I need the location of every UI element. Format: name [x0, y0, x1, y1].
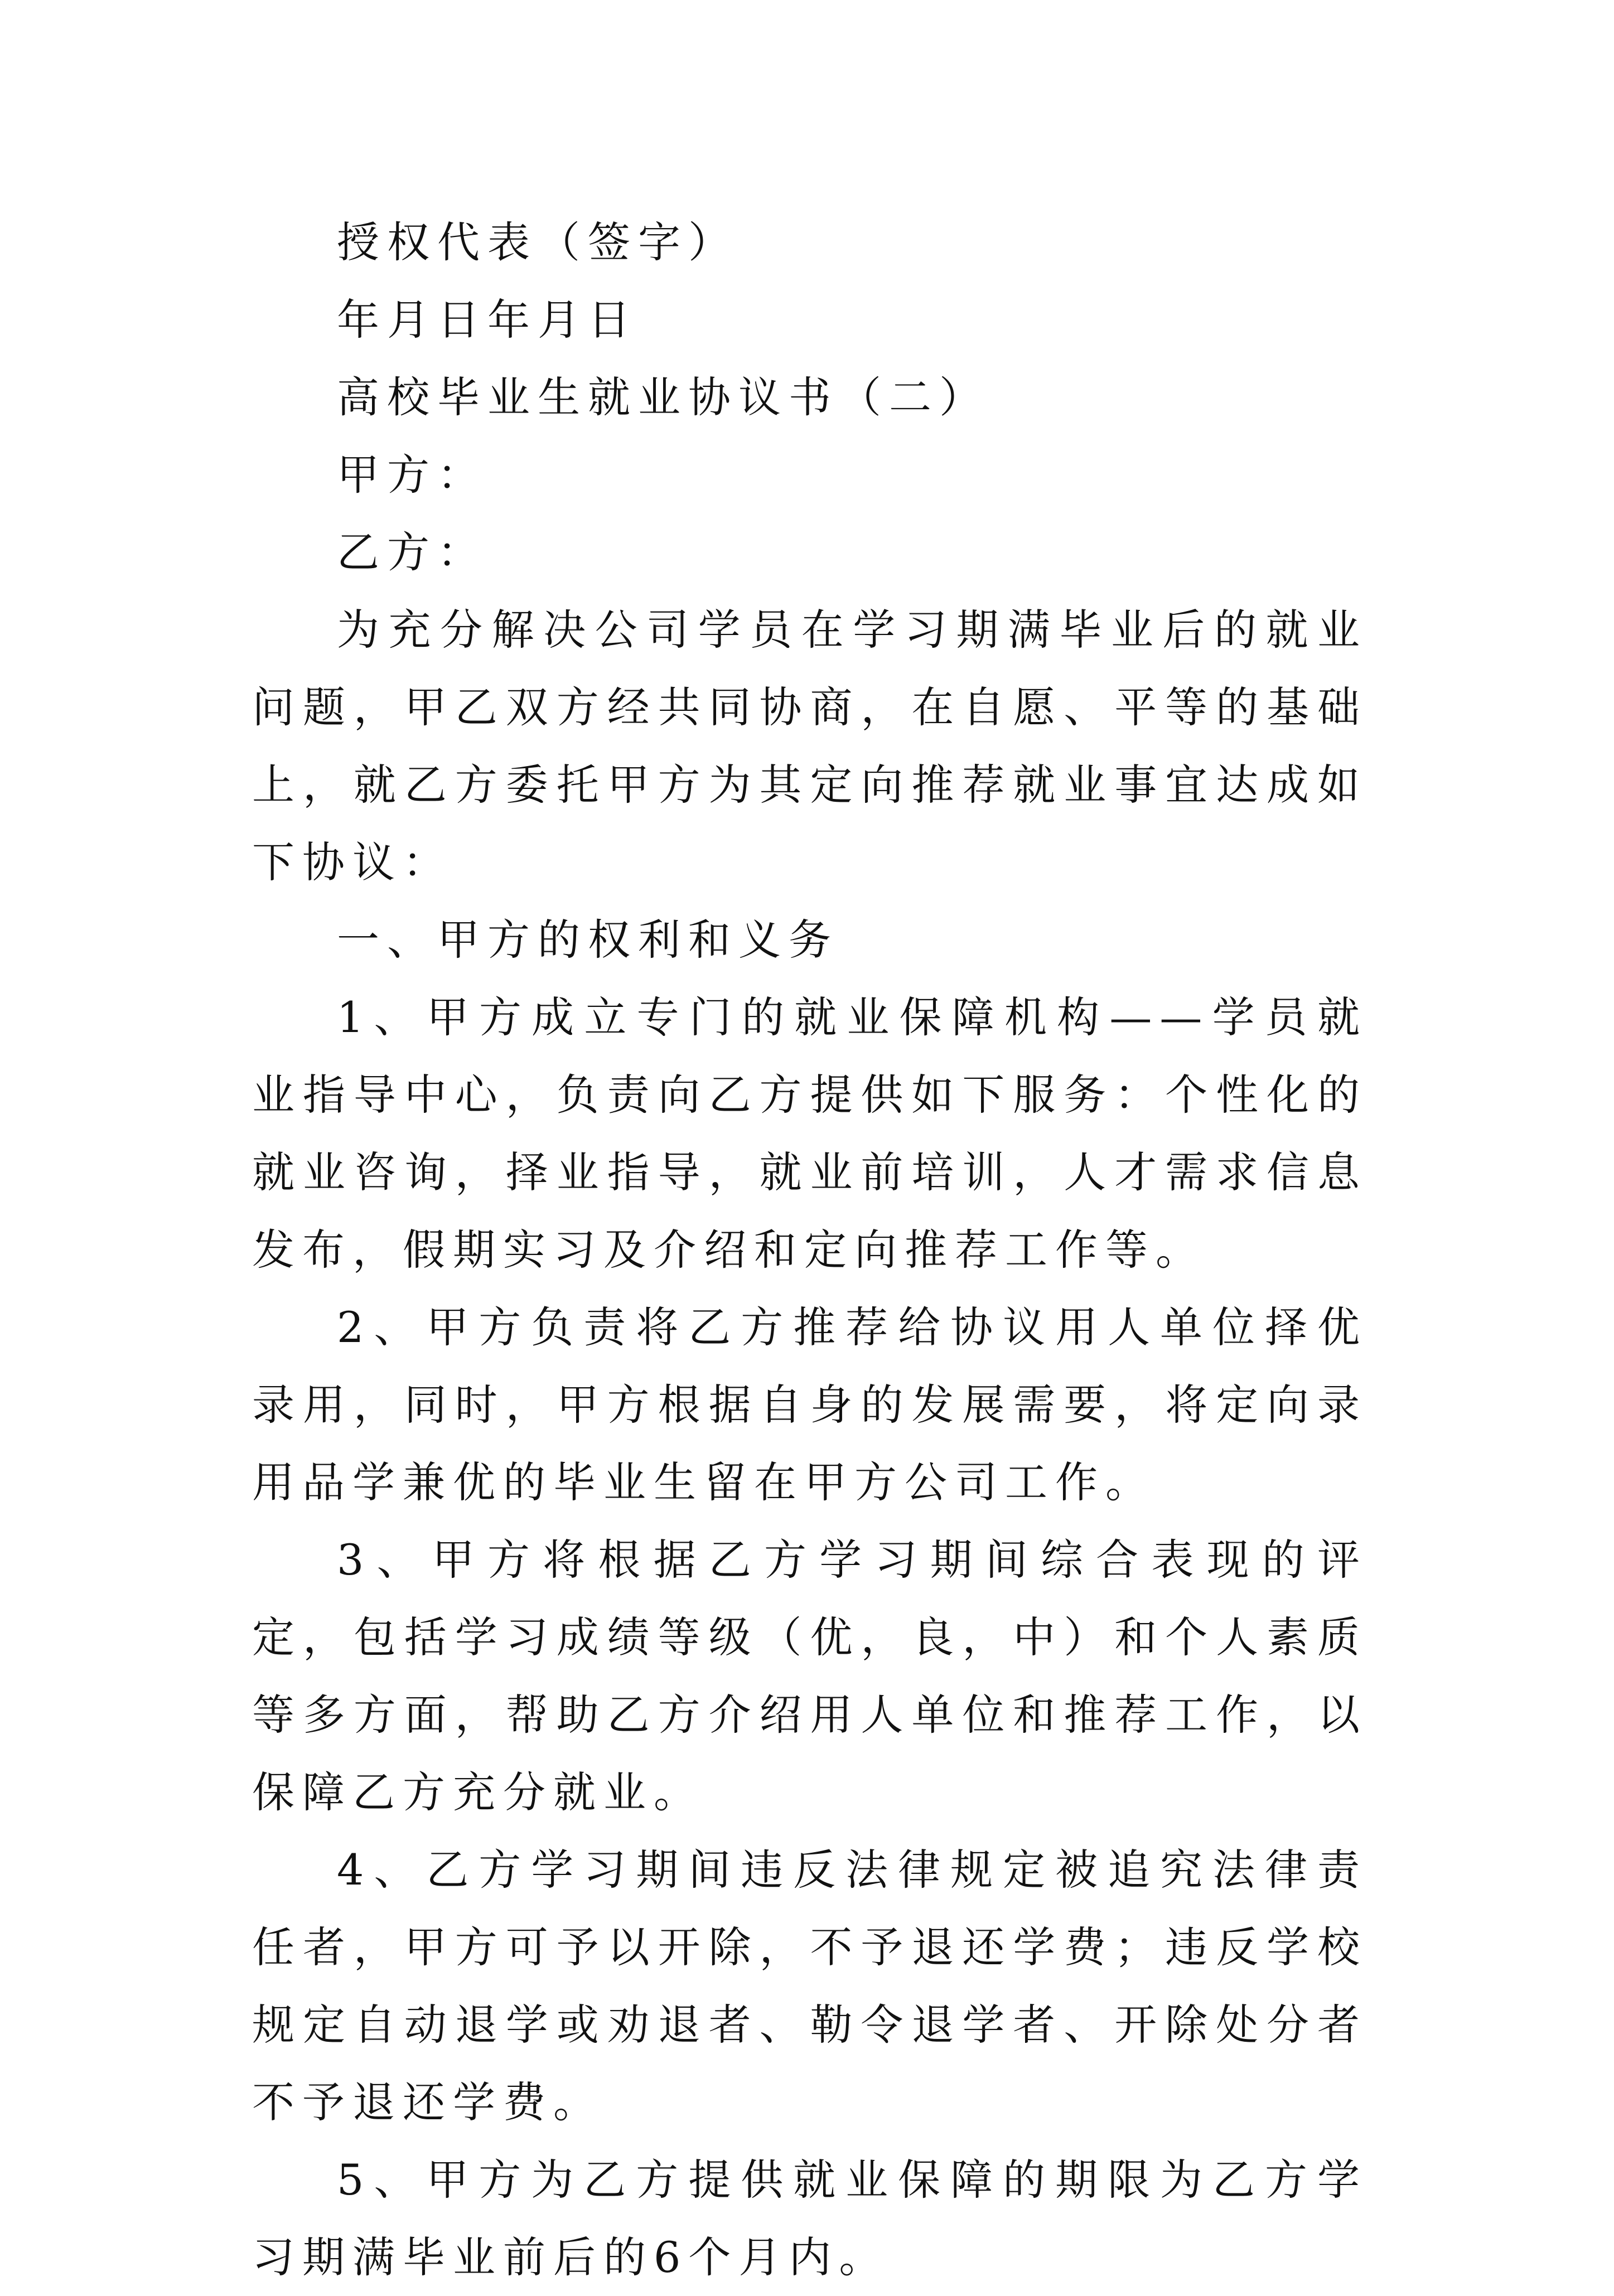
section-heading: 一、甲方的权利和义务: [337, 915, 839, 965]
clause-3: 3、甲方将根据乙方学习期间综合表现的评定，包括学习成绩等级（优，良，中）和个人素质等多方面，帮助乙方介绍用人单位和推荐工作，以保障乙方充分就业。: [252, 1535, 1367, 1817]
document-body: [252, 204, 1367, 2296]
party-a-label: 甲方：: [337, 450, 487, 500]
clause-2: 2、甲方负责将乙方推荐给协议用人单位择优录用，同时，甲方根据自身的发展需要，将定向录用品学兼优的毕业生留在甲方公司工作。: [252, 1302, 1367, 1507]
date-line: 年月日年月日: [337, 295, 638, 345]
agreement-title: 高校毕业生就业协议书（二）: [337, 372, 989, 422]
clause-5: 5、甲方为乙方提供就业保障的期限为乙方学习期满毕业前后的6个月内。: [252, 2155, 1367, 2282]
clause-4: 4、乙方学习期间违反法律规定被追究法律责任者，甲方可予以开除，不予退还学费；违反学校规定自动退学或劝退者、勒令退学者、开除处分者不予退还学费。: [252, 1845, 1367, 2127]
clause-1: 1、甲方成立专门的就业保障机构——学员就业指导中心，负责向乙方提供如下服务：个性化的就业咨询，择业指导，就业前培训，人才需求信息发布，假期实习及介绍和定向推荐工作等。: [252, 992, 1367, 1275]
signature-label: 授权代表（签字）: [337, 217, 738, 267]
party-b-label: 乙方：: [337, 527, 487, 577]
preamble-paragraph: 为充分解决公司学员在学习期满毕业后的就业问题，甲乙双方经共同协商，在自愿、平等的基础上，就乙方委托甲方为其定向推荐就业事宜达成如下协议：: [252, 605, 1367, 887]
